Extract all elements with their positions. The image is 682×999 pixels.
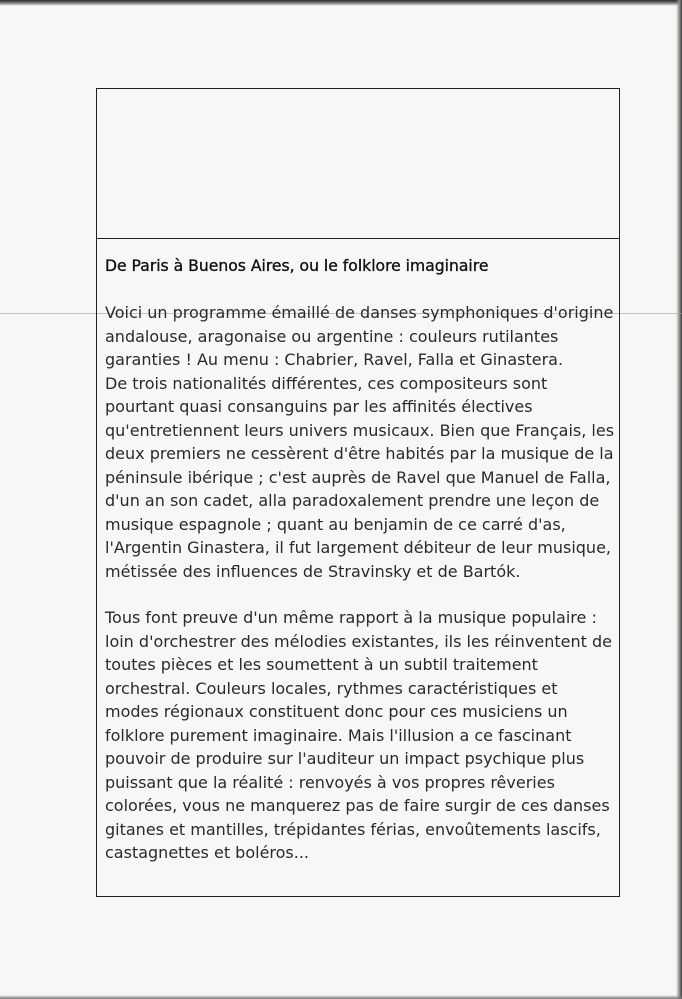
- paragraph-line: andalouse, aragonaise ou argentine : couleurs rutilantes: [105, 326, 559, 346]
- paragraph-line: orchestral. Couleurs locales, rythmes caractéristiques et: [105, 678, 558, 698]
- paragraph-line: pouvoir de produire sur l'auditeur un impact psychique plus: [105, 749, 585, 768]
- paragraph-line: gitanes et mantilles, trépidantes férias, envoûtements lascifs,: [105, 819, 601, 839]
- paragraph-line: métissée des influences de Stravinsky et de Bartók.: [105, 561, 521, 581]
- paragraph-line: Tous font preuve d'un même rapport à la musique populaire :: [105, 608, 597, 627]
- paragraph-line: deux premiers ne cessèrent d'être habités par la musique de la: [105, 444, 614, 463]
- paragraph-2: [105, 606, 617, 865]
- page-edge-top: [0, 0, 682, 6]
- paragraph-line: d'un an son cadet, alla paradoxalement prendre une leçon de: [105, 491, 600, 510]
- paragraph-line: toutes pièces et les soumettent à un subtil traitement: [105, 655, 538, 674]
- paragraph-line: garanties ! Au menu : Chabrier, Ravel, Falla et Ginastera.: [105, 350, 564, 369]
- paragraph-line: castagnettes et boléros...: [105, 843, 310, 862]
- paragraph-1: [105, 301, 617, 583]
- text-frame: [96, 88, 620, 897]
- paragraph-line: De trois nationalités différentes, ces compositeurs sont: [105, 373, 548, 393]
- page-edge-right: [676, 0, 682, 999]
- paragraph-line: puissant que la réalité : renvoyés à vos propres rêveries: [105, 772, 555, 792]
- paragraph-line: péninsule ibérique ; c'est auprès de Ravel que Manuel de Falla,: [105, 467, 611, 487]
- paragraph-line: modes régionaux constituent donc pour ces musiciens un: [105, 702, 568, 721]
- frame-divider: [97, 238, 619, 239]
- paragraph-line: Voici un programme émaillé de danses symphoniques d'origine: [105, 303, 614, 322]
- paragraph-line: loin d'orchestrer des mélodies existantes, ils les réinventent de: [105, 631, 612, 651]
- paragraph-line: l'Argentin Ginastera, il fut largement débiteur de leur musique,: [105, 538, 611, 557]
- paragraph-line: qu'entretiennent leurs univers musicaux. Bien que Français, les: [105, 420, 615, 440]
- paragraph-line: musique espagnole ; quant au benjamin de ce carré d'as,: [105, 514, 566, 534]
- paragraph-line: folklore purement imaginaire. Mais l'illusion a ce fascinant: [105, 725, 572, 745]
- page-edge-bottom: [0, 995, 682, 999]
- paragraph-line: colorées, vous ne manquerez pas de faire surgir de ces danses: [105, 796, 610, 815]
- paragraph-line: pourtant quasi consanguins par les affinités électives: [105, 397, 533, 416]
- article-content: [105, 255, 617, 865]
- article-title: De Paris à Buenos Aires, ou le folklore imaginaire: [105, 257, 489, 275]
